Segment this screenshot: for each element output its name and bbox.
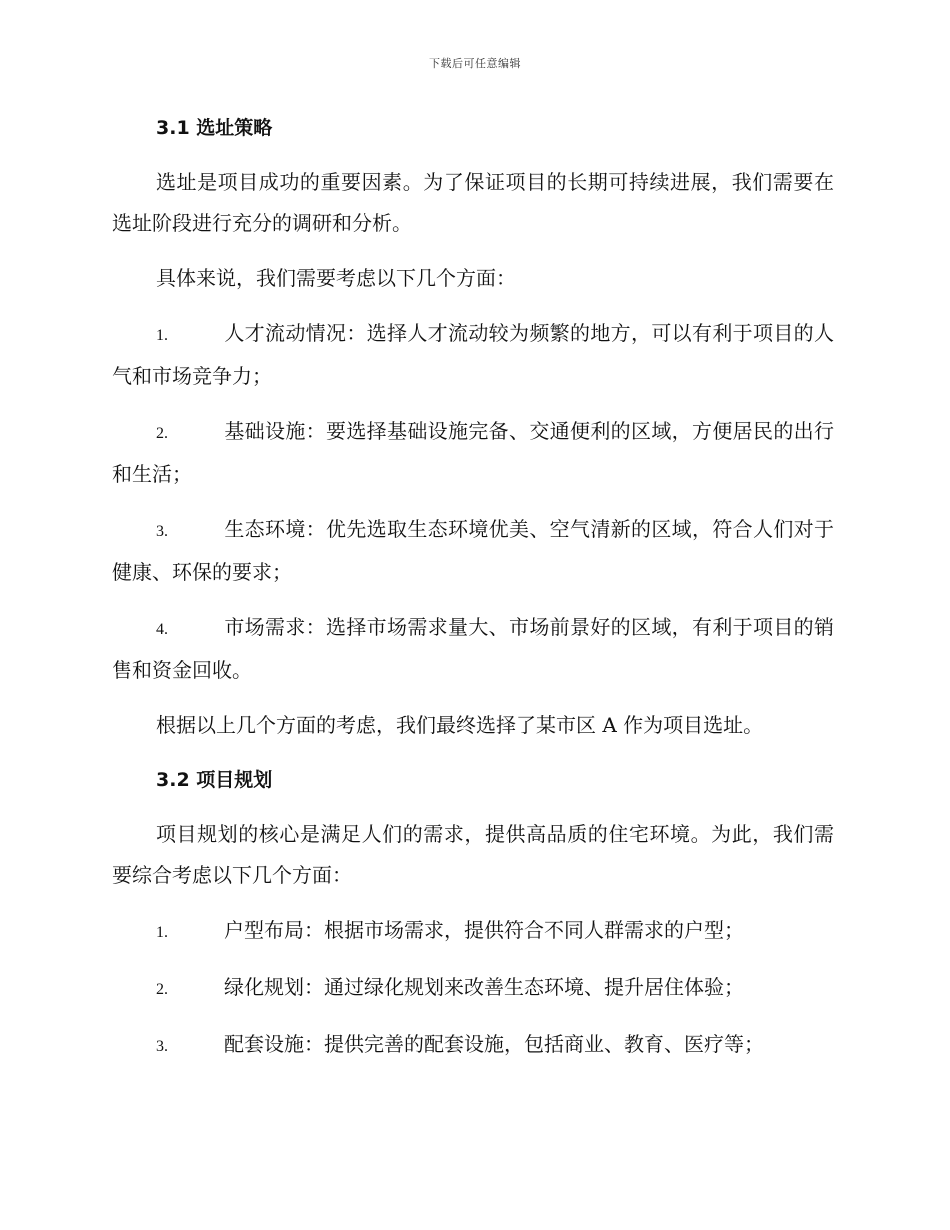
list-item-text: 基础设施：要选择基础设施完备、交通便利的区域，方便居民的出行和生活； [112, 419, 834, 486]
list-item-text: 绿化规划：通过绿化规划来改善生态环境、提升居住体验； [224, 975, 744, 999]
list-item [112, 910, 834, 953]
list-number: 3. [156, 1038, 168, 1055]
list-item [112, 411, 834, 495]
list-item [112, 313, 834, 397]
list-item [112, 967, 834, 1010]
paragraph-site-lead: 具体来说，我们需要考虑以下几个方面： [156, 266, 516, 290]
list-number: 2. [156, 981, 168, 998]
list-number: 2. [156, 425, 168, 442]
section-heading-project-planning: 3.2 项目规划 [156, 769, 273, 791]
list-item-text: 市场需求：选择市场需求量大、市场前景好的区域，有利于项目的销售和资金回收。 [112, 615, 834, 682]
list-item-text: 配套设施：提供完善的配套设施，包括商业、教育、医疗等； [224, 1032, 764, 1056]
paragraph-site-intro: 选址是项目成功的重要因素。为了保证项目的长期可持续进展，我们需要在选址阶段进行充分的调研和分析。 [112, 170, 834, 235]
list-item-text: 人才流动情况：选择人才流动较为频繁的地方，可以有利于项目的人气和市场竞争力； [112, 321, 834, 388]
list-item-text: 生态环境：优先选取生态环境优美、空气清新的区域，符合人们对于健康、环保的要求； [112, 517, 834, 584]
list-number: 3. [156, 523, 168, 540]
list-item [112, 1024, 834, 1067]
list-number: 1. [156, 924, 168, 941]
paragraph-site-conclusion: 根据以上几个方面的考虑，我们最终选择了某市区 A 作为项目选址。 [156, 713, 764, 737]
document-body [112, 108, 834, 1081]
list-item [112, 509, 834, 593]
paragraph-planning-intro: 项目规划的核心是满足人们的需求，提供高品质的住宅环境。为此，我们需要综合考虑以下几个方面： [112, 822, 834, 887]
section-heading-site-selection: 3.1 选址策略 [156, 117, 273, 139]
list-item-text: 户型布局：根据市场需求，提供符合不同人群需求的户型； [224, 918, 744, 942]
list-number: 4. [156, 621, 168, 638]
list-item [112, 607, 834, 691]
page-header: 下载后可任意编辑 [429, 57, 521, 70]
list-number: 1. [156, 327, 168, 344]
